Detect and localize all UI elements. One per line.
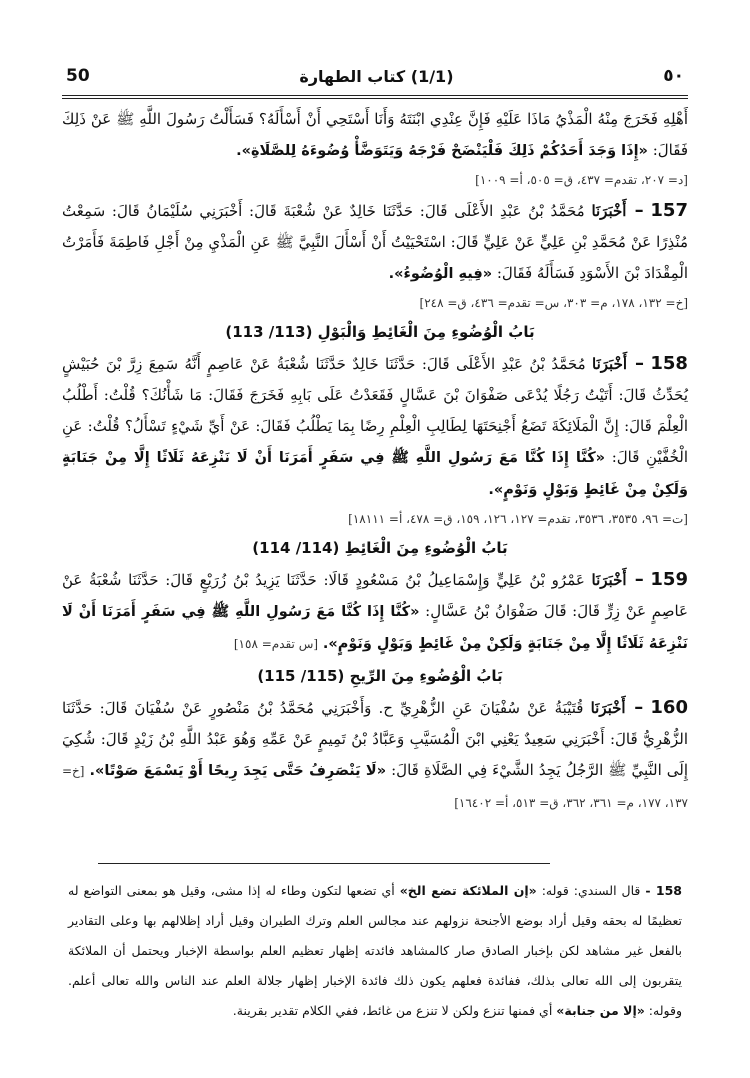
hadith-158: 158 – أَخْبَرَنَا مُحَمَّدُ بْنُ عَبْدِ الأَعْلَى قَالَ: حَدَّثَنَا خَالِدٌ حَدَّثَنَا شُعْبَةُ عَنْ عَاصِمٍ أَنَّهُ سَمِعَ زِرَّ بْنَ حُبَيْشٍ يُحَدِّثُ قَالَ: أَتَيْتُ رَجُلًا يُدْعَى صَفْوَانَ بْنَ عَسَّالٍ فَقَعَدْتُ عَلَى بَابِهِ فَخَرَجَ فَقَالَ: مَا شَأْنُكَ؟ قُلْتُ: أَطْلُبُ الْعِلْمَ قَالَ: إِنَّ الْمَلَائِكَةَ تَضَعُ أَجْنِحَتَهَا لِطَالِبِ الْعِلْمِ رِضًا بِمَا يَطْلُبُ فَقَالَ: عَنْ أَيِّ شَيْءٍ تَسْأَلُ؟ قُلْتُ: عَنِ الْخُفَّيْنِ قَالَ: «كُنَّا إِذَا كُنَّا مَعَ رَسُولِ اللَّهِ ﷺ فِي سَفَرٍ أَمَرَنَا أَنْ لَا نَنْزِعَهُ ثَلَاثًا إِلَّا مِنْ جَنَابَةٍ وَلَكِنْ مِنْ غَائِطٍ وَبَوْلٍ وَنَوْمٍ».	[62, 353, 688, 498]
footnote-quote: «إلا من جنابة»	[556, 1003, 645, 1018]
chapter-heading-113	[62, 318, 688, 346]
hadith-quote: «كُنَّا إِذَا كُنَّا مَعَ رَسُولِ اللَّهِ ﷺ فِي سَفَرٍ أَمَرَنَا أَنْ لَا نَنْزِعَهُ ثَلَاثًا إِلَّا مِنْ جَنَابَةٍ وَلَكِنْ مِنْ غَائِطٍ وَبَوْلٍ وَنَوْمٍ».	[62, 450, 688, 498]
footnote-rule	[98, 863, 550, 864]
hadith-reference: [ت= ٩٦، ٣٥٣٥، ٣٥٣٦، تقدم= ١٢٧، ١٢٦، ١٥٩، ق= ٤٧٨، أ= ١٨١١١]	[348, 512, 688, 526]
chapter-title: بَابُ الْوُضُوءِ مِنَ الرِّيحِ	[349, 667, 503, 685]
hadith-quote: «لَا يَنْصَرِفُ حَتَّى يَجِدَ رِيحًا أَوْ يَسْمَعَ صَوْتًا».	[89, 763, 387, 779]
chapter-number: (114/ 114)	[252, 539, 340, 557]
hadith-number: 159	[650, 569, 688, 590]
footnote-label: قال السندي:	[573, 883, 641, 898]
running-title: (1/1) كتاب الطهارة	[299, 66, 454, 86]
hadith-reference: [خ= ١٣٢، ١٧٨، م= ٣٠٣، س= تقدم= ٤٣٦، ق= ٢٤٨]	[419, 296, 688, 310]
hadith-160: 160 – أَخْبَرَنَا قُتَيْبَةُ عَنْ سُفْيَانَ عَنِ الزُّهْرِيِّ ح. وَأَخْبَرَنِي مُحَمَّدُ بْنُ مَنْصُورٍ عَنْ سُفْيَانَ قَالَ: حَدَّثَنَا الزُّهْرِيُّ قَالَ: أَخْبَرَنِي سَعِيدٌ يَعْنِي ابْنَ الْمُسَيَّبِ وَعَبَّادُ بْنُ تَمِيمٍ عَنْ عَمِّهِ وَهُوَ عَبْدُ اللَّهِ بْنُ زَيْدٍ قَالَ: شُكِيَ إِلَى النَّبِيِّ ﷺ الرَّجُلُ يَجِدُ الشَّيْءَ فِي الصَّلَاةِ قَالَ: «لَا يَنْصَرِفُ حَتَّى يَجِدَ رِيحًا أَوْ يَسْمَعَ صَوْتًا». [خ= ١٣٧، ١٧٧، م= ٣٦١، ٣٦٢، ق= ٥١٣، أ= ١٦٤٠٢]	[62, 697, 689, 810]
hadith-text: قُتَيْبَةُ عَنْ سُفْيَانَ عَنِ الزُّهْرِيِّ ح. وَأَخْبَرَنِي مُحَمَّدُ بْنُ مَنْصُورٍ عَنْ سُفْيَانَ قَالَ: حَدَّثَنَا الزُّهْرِيُّ قَالَ: أَخْبَرَنِي سَعِيدٌ يَعْنِي ابْنَ الْمُسَيَّبِ وَعَبَّادُ بْنُ تَمِيمٍ عَنْ عَمِّهِ وَهُوَ عَبْدُ اللَّهِ بْنُ زَيْدٍ قَالَ: شُكِيَ إِلَى النَّبِيِّ ﷺ الرَّجُلُ يَجِدُ الشَّيْءَ فِي الصَّلَاةِ قَالَ:	[62, 699, 689, 779]
header-rule	[62, 95, 688, 99]
page-number-western: 50	[66, 66, 90, 86]
footnote	[68, 876, 682, 1026]
hadith-text: أَهْلِهِ فَخَرَجَ مِنْهُ الْمَذْيُ مَاذَا عَلَيْهِ فَإِنَّ عِنْدِي ابْنَتَهُ وَأَنَا أَسْتَحِي أَنْ أَسْأَلَهُ؟ فَسَأَلْتُ رَسُولَ اللَّهِ ﷺ عَنْ ذَلِكَ فَقَالَ:	[62, 110, 688, 159]
chapter-heading-114	[62, 534, 688, 562]
hadith-text: مُحَمَّدُ بْنُ عَبْدِ الأَعْلَى قَالَ: حَدَّثَنَا خَالِدٌ عَنْ شُعْبَةَ قَالَ: أَخْبَرَنِي سُلَيْمَانُ قَالَ: سَمِعْتُ مُنْذِرًا عَنْ مُحَمَّدِ بْنِ عَلِيٍّ عَنْ عَلِيٍّ قَالَ: اسْتَحْيَيْتُ أَنْ أَسْأَلَ النَّبِيَّ ﷺ عَنِ الْمَذْيِ مِنْ أَجْلِ فَاطِمَةَ فَأَمَرْتُ الْمِقْدَادَ بْنَ الأَسْوَدِ فَسَأَلَهُ فَقَالَ:	[62, 202, 688, 282]
hadith-continuation	[62, 104, 688, 167]
chapter-title: بَابُ الْوُضُوءِ مِنَ الْغَائِطِ وَالْبَوْلِ	[317, 323, 535, 341]
hadith-keyword: أَخْبَرَنَا	[591, 571, 627, 589]
hadith-159: 159 – أَخْبَرَنَا عَمْرُو بْنُ عَلِيٍّ وَإِسْمَاعِيلُ بْنُ مَسْعُودٍ قَالَا: حَدَّثَنَا يَزِيدُ بْنُ زُرَيْعٍ قَالَ: حَدَّثَنَا شُعْبَةُ عَنْ عَاصِمٍ عَنْ زِرٍّ قَالَ: قَالَ صَفْوَانُ بْنُ عَسَّالٍ: «كُنَّا إِذَا كُنَّا مَعَ رَسُولِ اللَّهِ ﷺ فِي سَفَرٍ أَمَرَنَا أَنْ لَا نَنْزِعَهُ ثَلَاثًا إِلَّا مِنْ جَنَابَةٍ وَلَكِنْ مِنْ غَائِطٍ وَبَوْلٍ وَنَوْمٍ». [س تقدم= ١٥٨]	[62, 569, 688, 652]
page-header	[66, 62, 684, 90]
hadith-number: 160	[650, 697, 688, 718]
hadith-quote: «فِيهِ الْوُضُوءُ».	[388, 266, 493, 282]
footnote-number: 158 -	[645, 883, 682, 898]
chapter-number: (113/ 113)	[225, 323, 313, 341]
footnote-lead: قوله:	[541, 883, 569, 898]
hadith-keyword: أَخْبَرَنَا	[590, 699, 626, 717]
main-text	[62, 104, 688, 818]
chapter-heading-115	[62, 662, 688, 690]
hadith-quote: «كُنَّا إِذَا كُنَّا مَعَ رَسُولِ اللَّهِ ﷺ فِي سَفَرٍ أَمَرَنَا أَنْ لَا نَنْزِعَهُ ثَلَاثًا إِلَّا مِنْ جَنَابَةٍ وَلَكِنْ مِنْ غَائِطٍ وَبَوْلٍ وَنَوْمٍ».	[62, 604, 688, 652]
hadith-number: 157	[650, 200, 688, 221]
hadith-157: 157 – أَخْبَرَنَا مُحَمَّدُ بْنُ عَبْدِ الأَعْلَى قَالَ: حَدَّثَنَا خَالِدٌ عَنْ شُعْبَةَ قَالَ: أَخْبَرَنِي سُلَيْمَانُ قَالَ: سَمِعْتُ مُنْذِرًا عَنْ مُحَمَّدِ بْنِ عَلِيٍّ عَنْ عَلِيٍّ قَالَ: اسْتَحْيَيْتُ أَنْ أَسْأَلَ النَّبِيَّ ﷺ عَنِ الْمَذْيِ مِنْ أَجْلِ فَاطِمَةَ فَأَمَرْتُ الْمِقْدَادَ بْنَ الأَسْوَدِ فَسَأَلَهُ فَقَالَ: «فِيهِ الْوُضُوءُ».	[62, 200, 688, 282]
hadith-keyword: أَخْبَرَنَا	[592, 355, 628, 373]
chapter-number: (115/ 115)	[257, 667, 345, 685]
hadith-text: مُحَمَّدُ بْنُ عَبْدِ الأَعْلَى قَالَ: حَدَّثَنَا خَالِدٌ حَدَّثَنَا شُعْبَةُ عَنْ عَاصِمٍ أَنَّهُ سَمِعَ زِرَّ بْنَ حُبَيْشٍ يُحَدِّثُ قَالَ: أَتَيْتُ رَجُلًا يُدْعَى صَفْوَانَ بْنَ عَسَّالٍ فَقَعَدْتُ عَلَى بَابِهِ فَخَرَجَ فَقَالَ: مَا شَأْنُكَ؟ قُلْتُ: أَطْلُبُ الْعِلْمَ قَالَ: إِنَّ الْمَلَائِكَةَ تَضَعُ أَجْنِحَتَهَا لِطَالِبِ الْعِلْمِ رِضًا بِمَا يَطْلُبُ فَقَالَ: عَنْ أَيِّ شَيْءٍ تَسْأَلُ؟ قُلْتُ: عَنِ الْخُفَّيْنِ قَالَ:	[62, 355, 688, 466]
page-number-arabic: ٥٠	[663, 66, 684, 86]
hadith-number: 158	[650, 353, 688, 374]
hadith-text: عَمْرُو بْنُ عَلِيٍّ وَإِسْمَاعِيلُ بْنُ مَسْعُودٍ قَالَا: حَدَّثَنَا يَزِيدُ بْنُ زُرَيْعٍ قَالَ: حَدَّثَنَا شُعْبَةُ عَنْ عَاصِمٍ عَنْ زِرٍّ قَالَ: قَالَ صَفْوَانُ بْنُ عَسَّالٍ:	[62, 571, 688, 620]
chapter-title: بَابُ الْوُضُوءِ مِنَ الْغَائِطِ	[344, 539, 508, 557]
hadith-keyword: أَخْبَرَنَا	[591, 202, 627, 220]
footnote-quote: «إن الملائكة تضع الخ»	[399, 883, 537, 898]
hadith-reference: [خ= ١٣٧، ١٧٧، م= ٣٦١، ٣٦٢، ق= ٥١٣، أ= ١٦٤٠٢]	[62, 764, 688, 810]
footnote-text: أي فمنها تنزع ولكن لا تنزع من غائط، ففي الكلام تقدير بقرينة.	[232, 1003, 553, 1018]
hadith-reference: [س تقدم= ١٥٨]	[233, 637, 319, 651]
hadith-quote: «إِذَا وَجَدَ أَحَدُكُمْ ذَلِكَ فَلْيَنْضَحْ فَرْجَهُ وَيَتَوَضَّأْ وُضُوءَهُ لِلصَّلَاةِ».	[236, 143, 648, 159]
footnote-text: أي تضعها لتكون وطاء له إذا مشى، وقيل هو بمعنى التواضع له تعظيمًا له بحقه وقيل أراد بوضع الأجنحة نزولهم عند مجالس العلم وترك الطيران وقيل أراد إظلالهم بها وعلى التقادير بالفعل غير مشاهد لكن بإخبار الصادق صار كالمشاهد فائدته إظهار تعظيم العلم بواسطة الإخبار ويحتمل أن الملائكة يتقربون إلى الله تعالى بذلك، ففائدة فعلهم يكون ذلك فائدة الإخبار إظهار جلالة العلم عند الناس والله تعالى أعلم. وقوله:	[68, 883, 682, 1018]
hadith-reference: [د= ٢٠٧، تقدم= ٤٣٧، ق= ٥٠٥، أ= ١٠٠٩]	[475, 173, 688, 187]
